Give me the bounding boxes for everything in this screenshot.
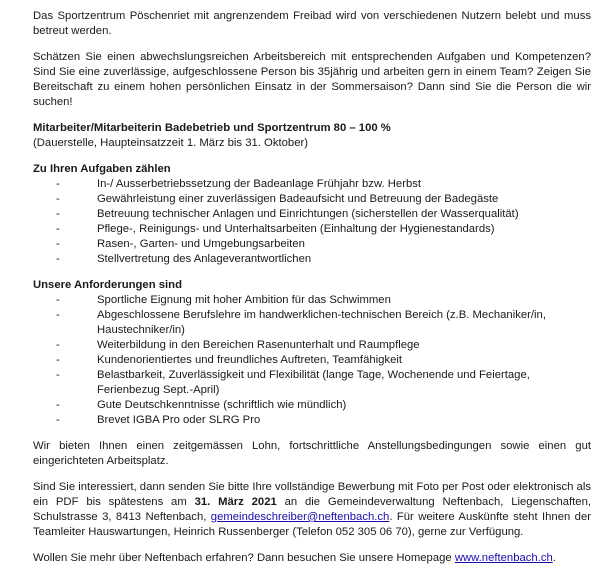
list-item: - Gewährleistung einer zuverlässigen Badeaufsicht und Betreuung der Badegäste bbox=[56, 192, 591, 207]
offer-paragraph: Wir bieten Ihnen einen zeitgemässen Lohn, fortschrittliche Anstellungsbedingungen sowie einen gut eingerichteten Arbeitsplatz. bbox=[33, 440, 591, 467]
closing-end: . bbox=[552, 552, 556, 564]
list-item: - Sportliche Eignung mit hoher Ambition für das Schwimmen bbox=[56, 293, 591, 308]
job-subtitle: (Dauerstelle, Haupteinsatzzeit 1. März bis 31. Oktober) bbox=[33, 137, 309, 149]
intro-question-paragraph: Schätzen Sie einen abwechslungsreichen Arbeitsbereich mit entsprechenden Aufgaben und Kompetenzen? Sind Sie eine zuverlässige, aufgeschlossene Person bis 35jährig und arbeiten gern in einem Team? Zeigen Sie Bereitschaft zu einem hohen persönlichen Einsatz in der Sommersaison? Dann sind Sie die Person die wir suchen! bbox=[33, 51, 591, 108]
requirements-heading: Unsere Anforderungen sind bbox=[33, 279, 182, 291]
list-item: - Stellvertretung des Anlageverantwortlichen bbox=[56, 252, 591, 267]
list-item: - Kundenorientiertes und freundliches Auftreten, Teamfähigkeit bbox=[56, 353, 591, 368]
closing-paragraph bbox=[33, 551, 591, 566]
requirements-list bbox=[33, 293, 591, 428]
job-title: Mitarbeiter/Mitarbeiterin Badebetrieb und Sportzentrum 80 – 100 % bbox=[33, 122, 391, 134]
tasks-list bbox=[33, 177, 591, 267]
application-contact: . Für weitere Auskünfte steht Ihnen der Teamleiter Hauswartungen, Heinrich Russenberger (Telefon 052 305 06 70), gerne zur Verfügung. bbox=[33, 511, 591, 538]
application-text: Sind Sie interessiert, dann senden Sie bitte Ihre vollständige Bewerbung mit Foto per Post oder elektronisch als ein PDF bis spätestens am bbox=[33, 481, 591, 508]
closing-text: Wollen Sie mehr über Neftenbach erfahren? Dann besuchen Sie unsere Homepage bbox=[33, 552, 455, 564]
application-address: an die Gemeindeverwaltung Neftenbach, Liegenschaften, Schulstrasse 3, 8413 Neftenbach, bbox=[33, 496, 591, 523]
list-item: - In-/ Ausserbetriebssetzung der Badeanlage Frühjahr bzw. Herbst bbox=[56, 177, 591, 192]
tasks-heading: Zu Ihren Aufgaben zählen bbox=[33, 163, 171, 175]
email-link[interactable]: gemeindeschreiber@neftenbach.ch bbox=[210, 511, 390, 523]
application-paragraph bbox=[33, 480, 591, 540]
list-item: - Abgeschlossene Berufslehre im handwerklichen-technischen Bereich (z.B. Mechaniker/in, Haustechniker/in) bbox=[56, 308, 591, 338]
deadline-date: 31. März 2021 bbox=[194, 496, 277, 508]
list-item: - Weiterbildung in den Bereichen Rasenunterhalt und Raumpflege bbox=[56, 338, 591, 353]
list-item: - Pflege-, Reinigungs- und Unterhaltsarbeiten (Einhaltung der Hygienestandards) bbox=[56, 222, 591, 237]
intro-paragraph: Das Sportzentrum Pöschenriet mit angrenzendem Freibad wird von verschiedenen Nutzern belebt und muss betreut werden. bbox=[33, 10, 591, 37]
list-item: - Gute Deutschkenntnisse (schriftlich wie mündlich) bbox=[56, 398, 591, 413]
list-item: - Rasen-, Garten- und Umgebungsarbeiten bbox=[56, 237, 591, 252]
list-item: - Brevet IGBA Pro oder SLRG Pro bbox=[56, 413, 591, 428]
list-item: - Betreuung technischer Anlagen und Einrichtungen (sicherstellen der Wasserqualität) bbox=[56, 207, 591, 222]
list-item: - Belastbarkeit, Zuverlässigkeit und Flexibilität (lange Tage, Wochenende und Feiertage, Ferienbezug Sept.-April) bbox=[56, 368, 591, 398]
homepage-link[interactable]: www.neftenbach.ch bbox=[454, 552, 553, 564]
